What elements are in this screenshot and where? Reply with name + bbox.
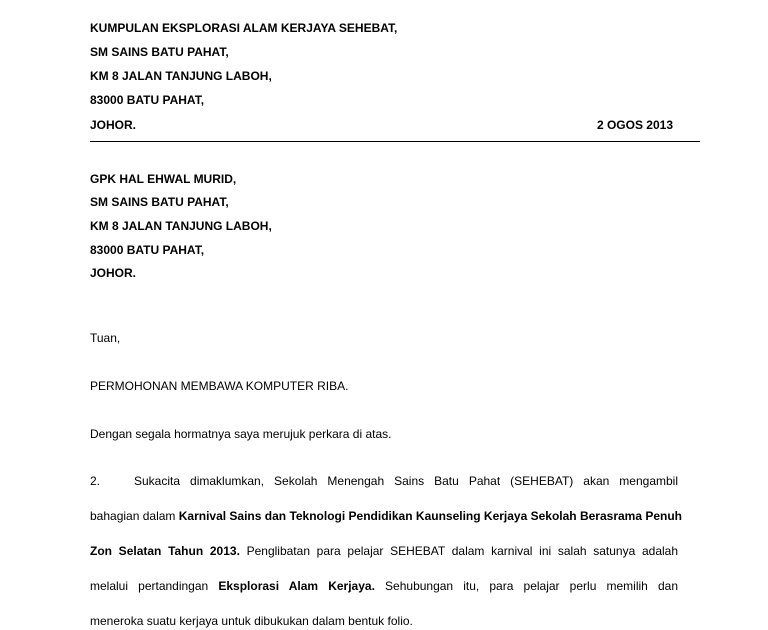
paragraph-2-text-2a: bahagian dalam — [90, 509, 179, 523]
subject-line: PERMOHONAN MEMBAWA KOMPUTER RIBA. — [90, 379, 349, 393]
sender-line-3: KM 8 JALAN TANJUNG LABOH, — [90, 69, 272, 83]
header-divider — [90, 141, 700, 142]
opening-sentence: Dengan segala hormatnya saya merujuk perkara di atas. — [90, 427, 392, 441]
paragraph-2-line-5 — [90, 613, 678, 629]
paragraph-2-text-3b: Penglibatan para pelajar SEHEBAT dalam karnival ini salah satunya adalah — [239, 544, 679, 558]
sender-line-2: SM SAINS BATU PAHAT, — [90, 45, 229, 59]
sender-line-4: 83000 BATU PAHAT, — [90, 93, 205, 107]
paragraph-2-line-1 — [90, 473, 678, 489]
paragraph-2-line-4 — [90, 578, 678, 594]
paragraph-2-text-5: meneroka suatu kerjaya untuk dibukukan dalam bentuk folio. — [90, 614, 413, 628]
recipient-line-5: JOHOR. — [90, 266, 137, 280]
paragraph-2-text-2b: Karnival Sains dan Teknologi Pendidikan Kaunseling Kerjaya Sekolah Berasrama Penuh — [178, 509, 683, 523]
paragraph-2-text-4b: Eksplorasi Alam Kerjaya. — [218, 579, 375, 593]
sender-line-1: KUMPULAN EKSPLORASI ALAM KERJAYA SEHEBAT, — [90, 21, 398, 35]
recipient-line-1: GPK HAL EHWAL MURID, — [90, 172, 237, 186]
paragraph-2-text-4a: melalui pertandingan — [90, 579, 219, 593]
recipient-line-2: SM SAINS BATU PAHAT, — [90, 195, 229, 209]
paragraph-2-line-3 — [90, 543, 678, 559]
paragraph-number: 2. — [90, 474, 101, 488]
paragraph-2-text-3a: Zon Selatan Tahun 2013. — [90, 544, 240, 558]
paragraph-2-text-4c: Sehubungan itu, para pelajar perlu memilih dan — [374, 579, 678, 593]
paragraph-2-text-1: Sukacita dimaklumkan, Sekolah Menengah Sains Batu Pahat (SEHEBAT) akan mengambil — [134, 474, 678, 488]
recipient-line-3: KM 8 JALAN TANJUNG LABOH, — [90, 219, 272, 233]
letter-date: 2 OGOS 2013 — [596, 118, 673, 132]
recipient-line-4: 83000 BATU PAHAT, — [90, 243, 205, 257]
salutation: Tuan, — [90, 331, 121, 345]
sender-line-5: JOHOR. — [90, 118, 137, 132]
paragraph-2-line-2 — [90, 508, 683, 524]
